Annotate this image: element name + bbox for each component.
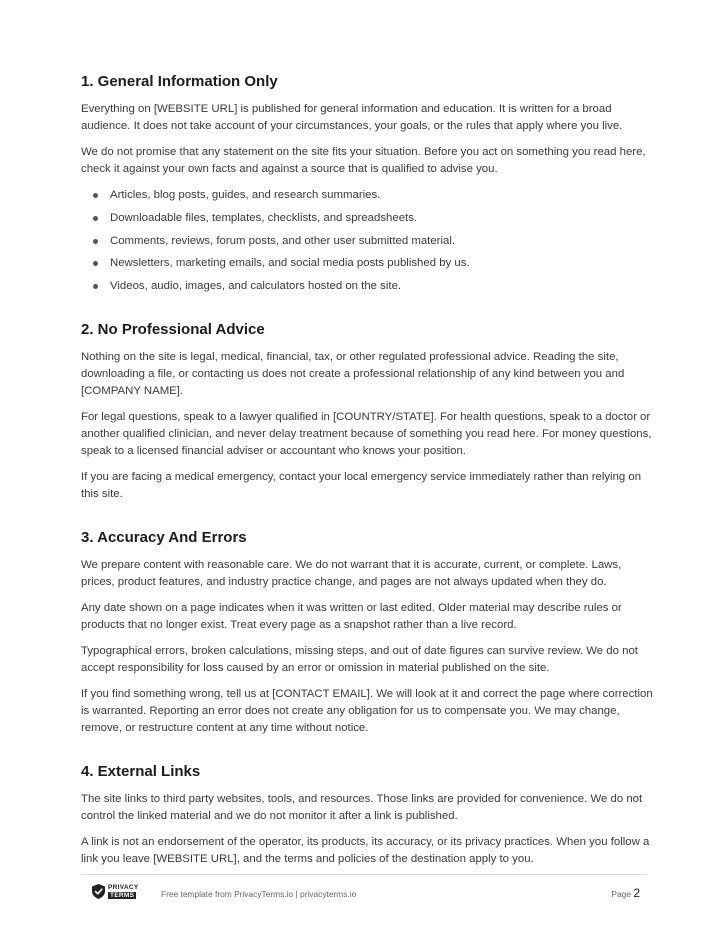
page-number bbox=[611, 886, 640, 901]
paragraph: Nothing on the site is legal, medical, financial, tax, or other regulated professional advice. Reading the site, downloading a file, or contacting us does not create a professional relationship of any kind between you and [COMPANY NAME]. bbox=[81, 351, 625, 398]
footer-credit-text[interactable]: Free template from PrivacyTerms.io | privacyterms.io bbox=[161, 889, 357, 899]
document-body bbox=[81, 72, 653, 877]
bullet-icon bbox=[93, 216, 98, 221]
paragraph: Any date shown on a page indicates when it was written or last edited. Older material may describe rules or products that no longer exist. Treat every page as a snapshot rather than a live record. bbox=[81, 602, 622, 632]
paragraph: If you are facing a medical emergency, contact your local emergency service immediately rather than relying on this site. bbox=[81, 471, 642, 501]
section-heading: 4. External Links bbox=[81, 763, 201, 781]
paragraph: The site links to third party websites, tools, and resources. Those links are provided for convenience. We do not control the linked material and we do not monitor it after a link is published. bbox=[81, 793, 643, 823]
list-item-text: Newsletters, marketing emails, and social media posts published by us. bbox=[110, 257, 470, 270]
list-item bbox=[81, 278, 653, 295]
section-external-links bbox=[81, 762, 653, 868]
paragraph: Typographical errors, broken calculations, missing steps, and out of date figures can survive review. We do not accept responsibility for loss caused by an error or omission in material published on the site. bbox=[81, 645, 638, 675]
bullet-icon bbox=[93, 261, 98, 266]
list-item-text: Downloadable files, templates, checklists, and spreadsheets. bbox=[110, 211, 418, 224]
page-footer bbox=[81, 874, 647, 904]
list-item-text: Videos, audio, images, and calculators hosted on the site. bbox=[110, 280, 402, 293]
list-item-text: Articles, blog posts, guides, and research summaries. bbox=[110, 189, 381, 201]
paragraph: We do not promise that any statement on the site fits your situation. Before you act on something you read here, check it against your own facts and against a source that is qualified to advise you. bbox=[81, 146, 646, 175]
paragraph: Everything on [WEBSITE URL] is published for general information and education. It is written for a broad audience. It does not take account of your circumstances, your goals, or the rules that apply where you live. bbox=[81, 103, 623, 132]
bullet-icon bbox=[93, 284, 98, 289]
paragraph: A link is not an endorsement of the operator, its products, its accuracy, or its privacy practices. When you follow a link you leave [WEBSITE URL], and the terms and policies of the destination apply to you. bbox=[81, 836, 650, 866]
list-item-text: Comments, reviews, forum posts, and other user submitted material. bbox=[110, 234, 456, 247]
list-item bbox=[81, 255, 653, 272]
page-label: Page bbox=[611, 889, 631, 899]
paragraph: We prepare content with reasonable care. We do not warrant that it is accurate, current, or complete. Laws, prices, product features, and industry practice change, and pages are not always updated when they do. bbox=[81, 559, 622, 589]
bullet-icon bbox=[93, 239, 98, 244]
shield-check-icon bbox=[92, 884, 105, 899]
paragraph: If you find something wrong, tell us at [CONTACT EMAIL]. We will look at it and correct the page where correction is warranted. Reporting an error does not create any obligation for us to compensate you. We may change, remove, or restructure content at any time without notice. bbox=[81, 688, 653, 735]
section-no-professional-advice bbox=[81, 320, 653, 503]
logo-text-terms: TERMS bbox=[110, 892, 135, 899]
list-item bbox=[81, 210, 653, 227]
section-heading: 2. No Professional Advice bbox=[81, 321, 265, 339]
list-item bbox=[81, 233, 653, 250]
section-general-information bbox=[81, 72, 653, 295]
section-accuracy-and-errors bbox=[81, 528, 653, 737]
privacyterms-logo[interactable] bbox=[92, 884, 146, 900]
paragraph: For legal questions, speak to a lawyer qualified in [COUNTRY/STATE]. For health questions, speak to a doctor or another qualified clinician, and never delay treatment because of something you read here. For money questions, speak to a licensed financial adviser or accountant who knows your position. bbox=[81, 411, 652, 458]
section-heading: 3. Accuracy And Errors bbox=[81, 529, 247, 547]
page-number-value: 2 bbox=[633, 886, 640, 900]
bullet-list bbox=[81, 187, 653, 295]
logo-text-privacy: PRIVACY bbox=[108, 884, 139, 891]
section-heading: 1. General Information Only bbox=[81, 73, 278, 90]
list-item bbox=[81, 187, 653, 204]
bullet-icon bbox=[93, 193, 98, 198]
